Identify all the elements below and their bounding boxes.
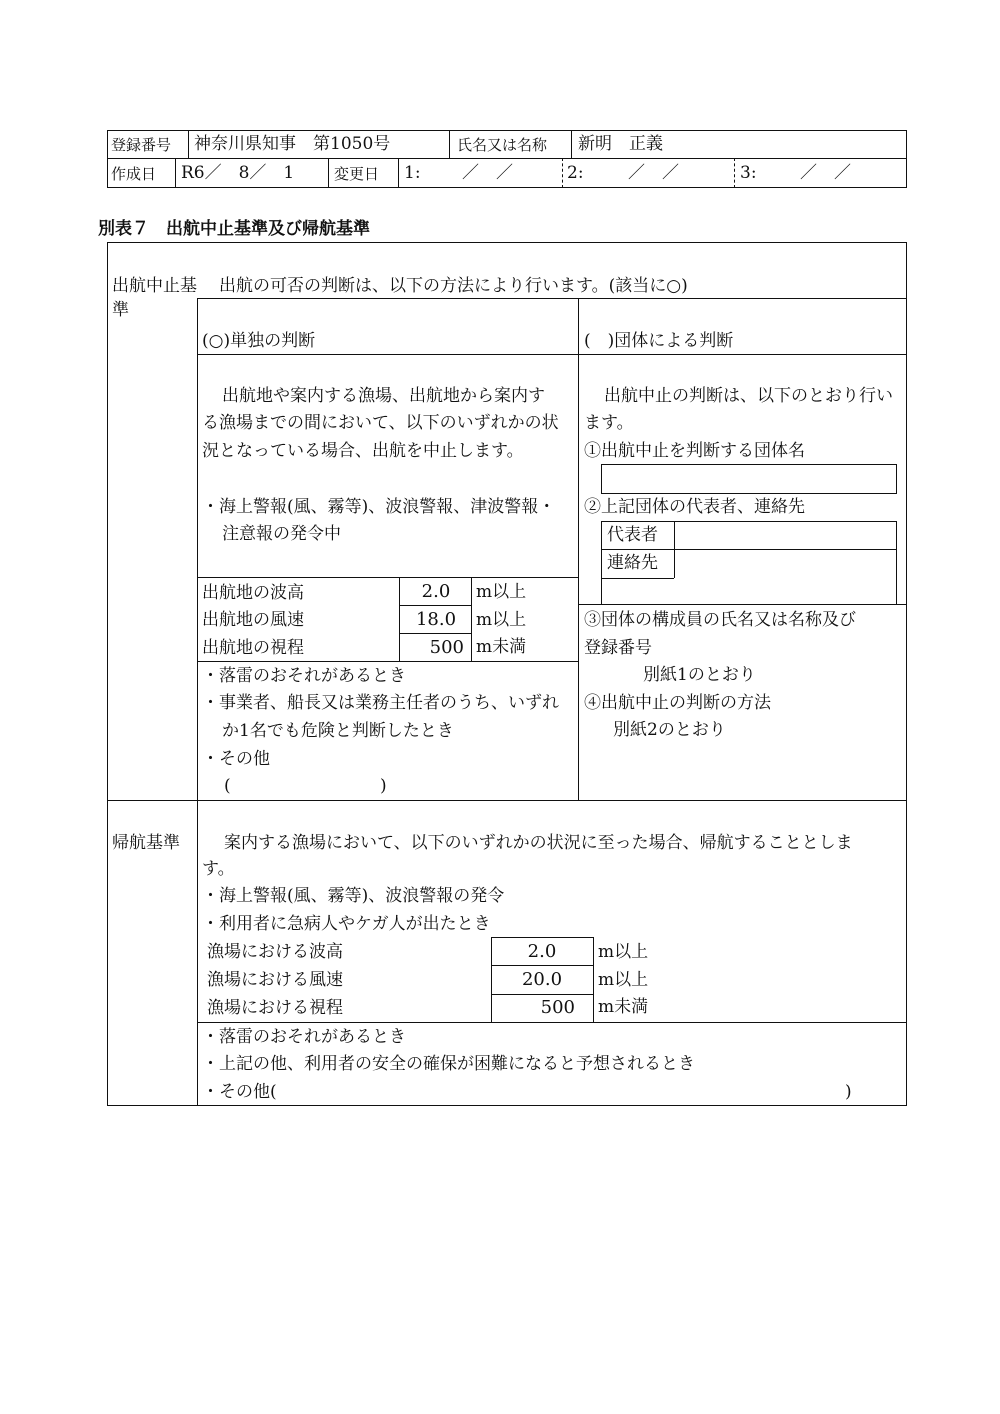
reg-label: 登録番号 bbox=[111, 136, 172, 154]
return-warn-1: ・海上警報(風、霧等)、波浪警報の発令 bbox=[202, 886, 505, 906]
return-metric-value: 20.0 bbox=[521, 969, 563, 990]
metric-unit: m以上 bbox=[476, 610, 527, 630]
metric-unit: m未満 bbox=[476, 637, 527, 657]
return-metric-value: 2.0 bbox=[527, 941, 557, 962]
group-item-3-2: 登録番号 bbox=[584, 638, 652, 658]
return-metric-unit: m以上 bbox=[598, 970, 649, 990]
change-2: 2: bbox=[567, 163, 584, 183]
other-item: ・事業者、船長又は業務主任者のうち、いずれ bbox=[202, 693, 559, 713]
name-label: 氏名又は名称 bbox=[457, 136, 548, 154]
change-1: 1: bbox=[404, 163, 421, 183]
single-warn-1: ・海上警報(風、霧等)、波浪警報、津波警報・ bbox=[202, 497, 556, 517]
return-metric-label: 漁場における風速 bbox=[207, 970, 343, 990]
changed-label: 変更日 bbox=[334, 165, 380, 183]
metric-label: 出航地の風速 bbox=[202, 610, 304, 630]
metric-label: 出航地の波高 bbox=[202, 583, 304, 603]
metric-label: 出航地の視程 bbox=[202, 638, 304, 658]
change-2-slashes: ／ ／ bbox=[628, 163, 679, 183]
return-metric-label: 漁場における波高 bbox=[207, 942, 343, 962]
other-item: ・落雷のおそれがあるとき bbox=[202, 666, 406, 686]
group-item-4-2: 別紙2のとおり bbox=[613, 720, 726, 740]
other-item: か1名でも危険と判断したとき bbox=[222, 721, 454, 741]
return-other: ・上記の他、利用者の安全の確保が困難になると予想されるとき bbox=[202, 1054, 695, 1074]
group-item-3: ③団体の構成員の氏名又は名称及び bbox=[584, 610, 856, 630]
return-other-close: ) bbox=[845, 1082, 852, 1102]
return-metric-label: 漁場における視程 bbox=[207, 998, 343, 1018]
change-1-slashes: ／ ／ bbox=[462, 163, 513, 183]
metric-value: 18.0 bbox=[415, 609, 457, 630]
metric-unit: m以上 bbox=[476, 582, 527, 602]
group-item-2: ②上記団体の代表者、連絡先 bbox=[584, 497, 805, 517]
return-text-1: 案内する漁場において、以下のいずれかの状況に至った場合、帰航することとしま bbox=[224, 833, 853, 853]
return-warn-2: ・利用者に急病人やケガ人が出たとき bbox=[202, 914, 491, 934]
group-item-4: ④出航中止の判断の方法 bbox=[584, 693, 771, 713]
single-judgement-header: (○)単独の判断 bbox=[202, 331, 316, 351]
group-judgement-header: ( )団体による判断 bbox=[584, 331, 734, 351]
return-label: 帰航基準 bbox=[112, 833, 180, 853]
group-item-3-3: 別紙1のとおり bbox=[643, 665, 756, 685]
group-text-1: 出航中止の判断は、以下のとおり行い bbox=[604, 386, 893, 406]
single-text-1: 出航地や案内する漁場、出航地から案内す bbox=[222, 386, 545, 406]
return-other: ・その他( bbox=[202, 1082, 277, 1102]
return-metric-value: 500 bbox=[540, 997, 575, 1018]
single-warn-2: 注意報の発令中 bbox=[222, 524, 341, 544]
section-title: 別表７ 出航中止基準及び帰航基準 bbox=[98, 219, 370, 239]
name-value: 新明 正義 bbox=[578, 134, 663, 154]
single-text-2: る漁場までの間において、以下のいずれかの状 bbox=[202, 413, 559, 433]
group-item-1: ①出航中止を判断する団体名 bbox=[584, 441, 805, 461]
contact-label: 連絡先 bbox=[607, 553, 658, 573]
other-paren-open: ( bbox=[224, 776, 231, 796]
suspend-label: 出航中止基 bbox=[112, 276, 197, 296]
metric-value: 500 bbox=[429, 637, 464, 658]
change-3-slashes: ／ ／ bbox=[800, 163, 851, 183]
change-3: 3: bbox=[740, 163, 757, 183]
other-paren-close: ) bbox=[380, 776, 387, 796]
created-value: R6／ 8／ 1 bbox=[181, 163, 295, 183]
return-other: ・落雷のおそれがあるとき bbox=[202, 1027, 406, 1047]
rep-label: 代表者 bbox=[607, 525, 658, 545]
suspend-label-2: 準 bbox=[112, 300, 129, 320]
metric-value: 2.0 bbox=[421, 581, 451, 602]
other-item: ・その他 bbox=[202, 749, 270, 769]
group-text-2: ます。 bbox=[584, 413, 634, 433]
created-label: 作成日 bbox=[111, 165, 157, 183]
single-text-3: 況となっている場合、出航を中止します。 bbox=[202, 441, 524, 461]
suspend-intro: 出航の可否の判断は、以下の方法により行います。(該当に○) bbox=[219, 276, 688, 296]
return-text-2: す。 bbox=[202, 859, 235, 879]
reg-value: 神奈川県知事 第1050号 bbox=[194, 134, 391, 154]
return-metric-unit: m未満 bbox=[598, 997, 649, 1017]
return-metric-unit: m以上 bbox=[598, 942, 649, 962]
